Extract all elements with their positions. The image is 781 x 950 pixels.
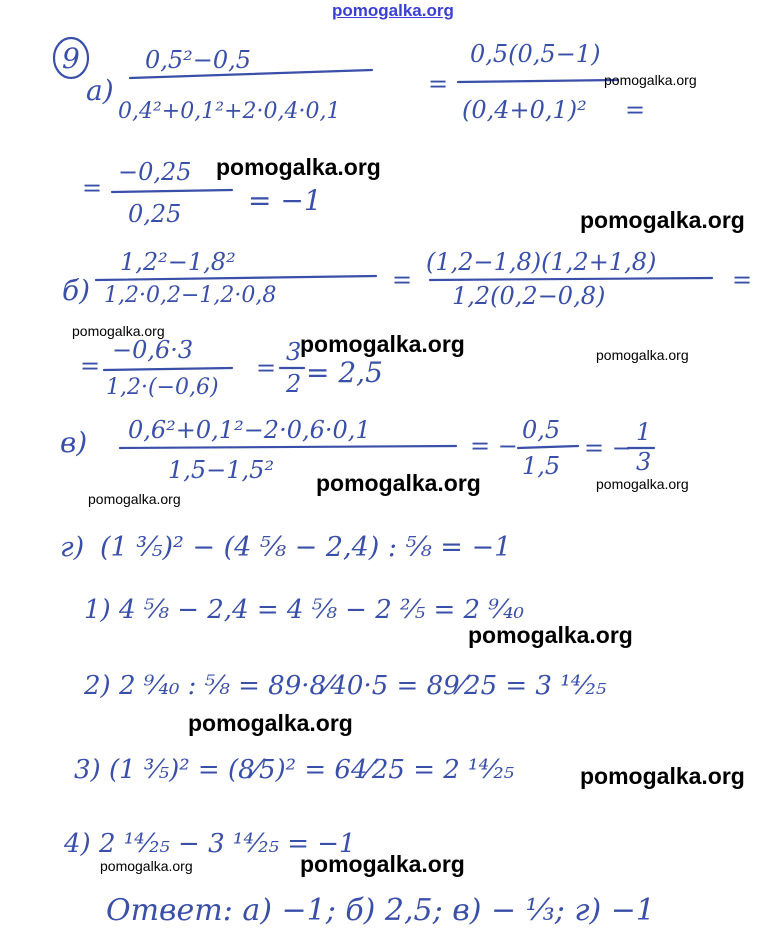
part-v-den2: 1,5 [522,452,561,480]
part-v-num1: 0,6²+0,1²−2·0,6·0,1 [128,416,371,444]
watermark: pomogalka.org [188,710,353,736]
part-a-den2: (0,4+0,1)² [462,96,587,124]
watermark: pomogalka.org [300,851,465,877]
part-v-num3: 1 [636,418,652,446]
part-v-den1: 1,5−1,5² [168,456,275,484]
part-b-eq4: = [256,354,277,382]
part-b-num4: 3 [286,338,302,366]
watermark: pomogalka.org [216,154,381,180]
part-v-eq1: = − [470,432,518,460]
part-a-fraction-bar2 [458,80,618,82]
part-b-fraction-bar3 [104,368,232,370]
part-b-eq2: = [732,266,753,294]
part-a-eq3: = [82,174,103,202]
part-v-num2: 0,5 [522,416,561,444]
part-v-den3: 3 [636,448,652,476]
part-a-num2: 0,5(0,5−1) [470,40,601,68]
part-a-fraction-bar3 [112,190,232,192]
part-v-label: в) [60,426,88,459]
watermark: pomogalka.org [300,331,465,357]
part-v-fraction-bar1 [120,446,456,448]
watermark: pomogalka.org [100,858,193,874]
part-b-fraction-bar2 [430,278,712,280]
part-a-eq1: = [428,70,449,98]
watermark: pomogalka.org [88,491,181,507]
part-g-step4: 4) 2 ¹⁴⁄₂₅ − 3 ¹⁴⁄₂₅ = −1 [64,829,356,859]
part-b-den1: 1,2·0,2−1,2·0,8 [104,283,277,308]
watermark: pomogalka.org [596,476,689,492]
part-g-expression: (1 ³⁄₅)² − (4 ⁵⁄₈ − 2,4) : ⁵⁄₈ = −1 [100,532,512,563]
watermark: pomogalka.org [468,622,633,648]
part-b-eq1: = [392,266,413,294]
part-g-step1: 1) 4 ⁵⁄₈ − 2,4 = 4 ⁵⁄₈ − 2 ²⁄₅ = 2 ⁹⁄₄₀ [84,595,524,625]
part-b-den2: 1,2(0,2−0,8) [452,282,606,310]
part-b-den4: 2 [286,370,302,398]
part-b-result: = 2,5 [306,356,383,389]
part-a-num1: 0,5²−0,5 [145,46,252,74]
part-b-num3: −0,6·3 [112,336,194,364]
site-label[interactable]: pomogalka.org [332,1,454,20]
task-number: 9 [62,42,80,75]
part-b-label: б) [62,274,91,307]
watermark: pomogalka.org [580,207,745,233]
part-b-num2: (1,2−1,8)(1,2+1,8) [426,248,657,276]
part-b-den3: 1,2·(−0,6) [106,375,219,400]
part-a-result: = −1 [248,184,322,217]
part-a-den1: 0,4²+0,1²+2·0,4·0,1 [118,99,341,124]
part-v-fraction-bar2 [518,446,578,448]
part-b-eq3: = [80,352,101,380]
answer-line: Ответ: а) −1; б) 2,5; в) − ⅓; г) −1 [106,893,655,928]
part-a-num3: −0,25 [118,158,192,186]
part-a-eq2: = [625,96,646,124]
part-g-step2: 2) 2 ⁹⁄₄₀ : ⁵⁄₈ = 89·8⁄40·5 = 89⁄25 = 3 ¹⁴⁄₂₅ [84,671,607,701]
watermark: pomogalka.org [580,763,745,789]
part-a-label: а) [86,74,114,107]
part-b-num1: 1,2²−1,8² [120,248,236,276]
part-a-den3: 0,25 [128,200,182,228]
part-g-label: г) [60,532,85,563]
watermark: pomogalka.org [604,72,697,88]
part-b-fraction-bar1 [96,276,376,280]
watermark: pomogalka.org [72,323,165,339]
part-g-step3: 3) (1 ³⁄₅)² = (8⁄5)² = 64⁄25 = 2 ¹⁴⁄₂₅ [74,755,515,785]
watermark: pomogalka.org [316,470,481,496]
part-v-eq2: = − [584,434,632,462]
watermark: pomogalka.org [596,347,689,363]
